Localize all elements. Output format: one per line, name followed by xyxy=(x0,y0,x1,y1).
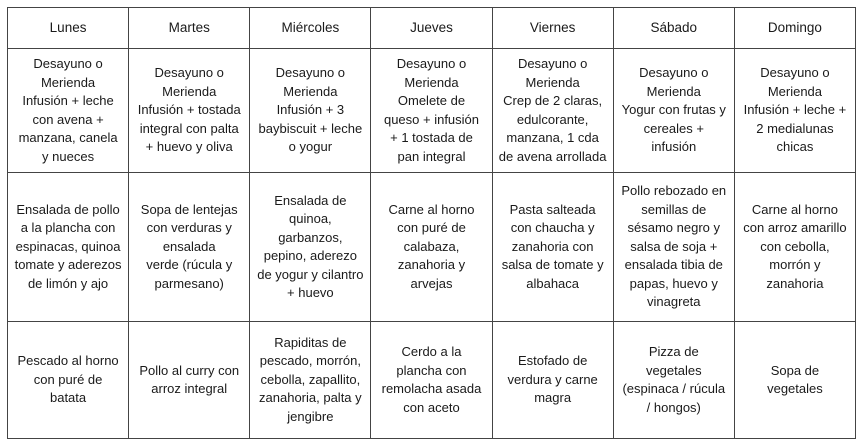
meal-cell xyxy=(250,49,371,173)
meal-text: Sopa de lentejas con verduras y ensalada verde (rúcula y parmesano) xyxy=(140,201,238,291)
meal-cell xyxy=(734,173,855,322)
day-header-martes: Martes xyxy=(129,8,250,49)
day-header-domingo: Domingo xyxy=(734,8,855,49)
meal-text: Desayuno o Merienda Infusión + tostada integral con palta + huevo y oliva xyxy=(137,65,241,155)
meal-text: Desayuno o Merienda Infusión + 3 baybiscuit + leche o yogur xyxy=(258,65,363,155)
meal-cell xyxy=(613,322,734,439)
meal-text: Desayuno o Merienda Crep de 2 claras, edulcorante, manzana, 1 cda de avena arrollada xyxy=(498,56,607,164)
meal-text: Carne al horno con puré de calabaza, zanahoria y arvejas xyxy=(388,201,475,291)
day-header-miercoles: Miércoles xyxy=(250,8,371,49)
meal-text: Ensalada de quinoa, garbanzos, pepino, aderezo de yogur y cilantro + huevo xyxy=(257,192,364,300)
dinner-row xyxy=(8,322,856,439)
meal-cell xyxy=(371,173,492,322)
meal-text: Pizza de vegetales (espinaca / rúcula / hongos) xyxy=(622,344,726,415)
meal-text: Pollo al curry con arroz integral xyxy=(139,362,240,396)
meal-text: Pescado al horno con puré de batata xyxy=(17,353,119,406)
meal-cell xyxy=(492,322,613,439)
meal-text: Carne al horno con arroz amarillo con cebolla, morrón y zanahoria xyxy=(743,201,847,291)
meal-text: Desayuno o Merienda Infusión + leche + 2 medialunas chicas xyxy=(743,65,847,155)
meal-cell xyxy=(613,49,734,173)
meal-cell xyxy=(250,173,371,322)
meal-cell xyxy=(250,322,371,439)
meal-cell xyxy=(8,49,129,173)
meal-text: Ensalada de pollo a la plancha con espinacas, quinoa tomate y aderezos de limón y ajo xyxy=(14,201,122,291)
meal-cell xyxy=(613,173,734,322)
meal-text: Rapiditas de pescado, morrón, cebolla, zapallito, zanahoria, palta y jengibre xyxy=(259,334,362,424)
day-header-sabado: Sábado xyxy=(613,8,734,49)
day-header-jueves: Jueves xyxy=(371,8,492,49)
breakfast-row xyxy=(8,49,856,173)
meal-cell xyxy=(371,49,492,173)
meal-cell xyxy=(8,322,129,439)
meal-text: Sopa de vegetales xyxy=(767,362,823,396)
meal-text: Desayuno o Merienda Yogur con frutas y cereales + infusión xyxy=(621,65,726,155)
meal-text: Pollo rebozado en semillas de sésamo negro y salsa de soja + ensalada tibia de papas, huevo y vinagreta xyxy=(621,183,727,310)
meal-cell xyxy=(492,173,613,322)
meal-cell xyxy=(129,49,250,173)
day-header-row xyxy=(8,8,856,49)
day-header-lunes: Lunes xyxy=(8,8,129,49)
meal-text: Estofado de verdura y carne magra xyxy=(507,353,598,406)
meal-cell xyxy=(734,49,855,173)
weekly-meal-plan-table xyxy=(7,7,856,439)
meal-text: Cerdo a la plancha con remolacha asada con aceto xyxy=(381,344,482,415)
meal-cell xyxy=(371,322,492,439)
day-header-viernes: Viernes xyxy=(492,8,613,49)
meal-text: Desayuno o Merienda Omelete de queso + infusión + 1 tostada de pan integral xyxy=(383,56,480,164)
lunch-row xyxy=(8,173,856,322)
meal-cell xyxy=(734,322,855,439)
meal-cell xyxy=(492,49,613,173)
meal-cell xyxy=(8,173,129,322)
meal-text: Desayuno o Merienda Infusión + leche con avena + manzana, canela y nueces xyxy=(18,56,118,164)
meal-cell xyxy=(129,322,250,439)
meal-cell xyxy=(129,173,250,322)
meal-text: Pasta salteada con chaucha y zanahoria con salsa de tomate y albahaca xyxy=(501,201,604,291)
